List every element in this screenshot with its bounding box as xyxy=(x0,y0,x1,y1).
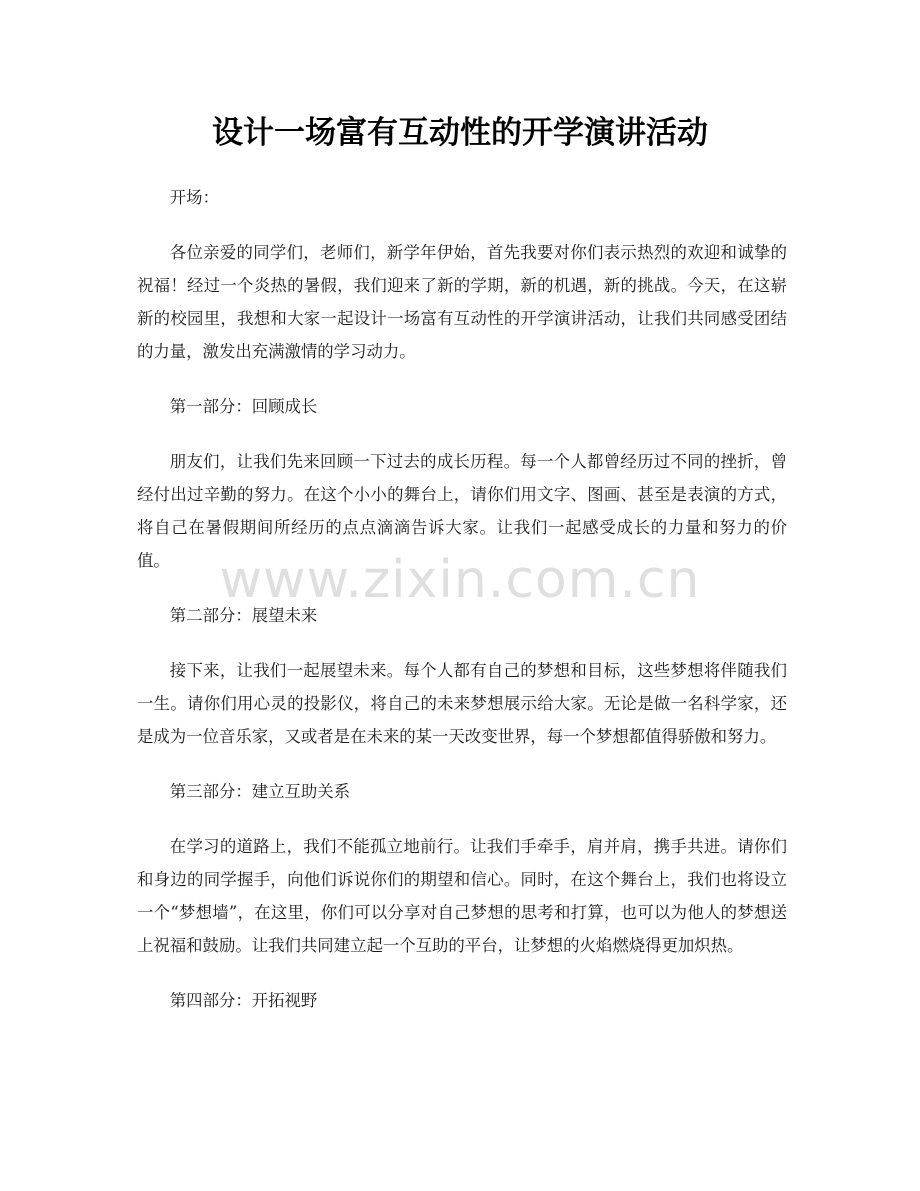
section-paragraph-opening: 各位亲爱的同学们，老师们，新学年伊始，首先我要对你们表示热烈的欢迎和诚挚的祝福！经过一个炎热的暑假，我们迎来了新的学期，新的机遇，新的挑战。今天，在这崭新的校园里，我想和大家一起设计一场富有互动性的开学演讲活动，让我们共同感受团结的力量，激发出充满激情的学习动力。 xyxy=(137,243,787,361)
section-heading-opening: 开场： xyxy=(169,188,219,207)
section-paragraph-part-1: 朋友们，让我们先来回顾一下过去的成长历程。每一个人都曾经历过不同的挫折，曾经付出过辛勤的努力。在这个小小的舞台上，请你们用文字、图画、甚至是表演的方式，将自己在暑假期间所经历的点点滴滴告诉大家。让我们一起感受成长的力量和努力的价值。 xyxy=(137,452,787,570)
section-heading-part-2: 第二部分：展望未来 xyxy=(169,606,318,625)
section-heading-part-3: 第三部分：建立互助关系 xyxy=(169,782,351,801)
document-title: 设计一场富有互动性的开学演讲活动 xyxy=(212,115,708,151)
section-heading-part-4: 第四部分：开拓视野 xyxy=(169,991,318,1010)
section-heading-part-1: 第一部分：回顾成长 xyxy=(169,397,318,416)
document-body xyxy=(137,181,787,1039)
watermark: www.zixin.com.cn xyxy=(219,550,701,610)
section-paragraph-part-3: 在学习的道路上，我们不能孤立地前行。让我们手牵手，肩并肩，携手共进。请你们和身边的同学握手，向他们诉说你们的期望和信心。同时，在这个舞台上，我们也将设立一个“梦想墙”，在这里，你们可以分享对自己梦想的思考和打算，也可以为他人的梦想送上祝福和鼓励。让我们共同建立起一个互助的平台，让梦想的火焰燃烧得更加炽热。 xyxy=(137,837,787,955)
section-paragraph-part-2: 接下来，让我们一起展望未来。每个人都有自己的梦想和目标，这些梦想将伴随我们一生。请你们用心灵的投影仪，将自己的未来梦想展示给大家。无论是做一名科学家，还是成为一位音乐家，又或者是在未来的某一天改变世界，每一个梦想都值得骄傲和努力。 xyxy=(137,661,787,746)
